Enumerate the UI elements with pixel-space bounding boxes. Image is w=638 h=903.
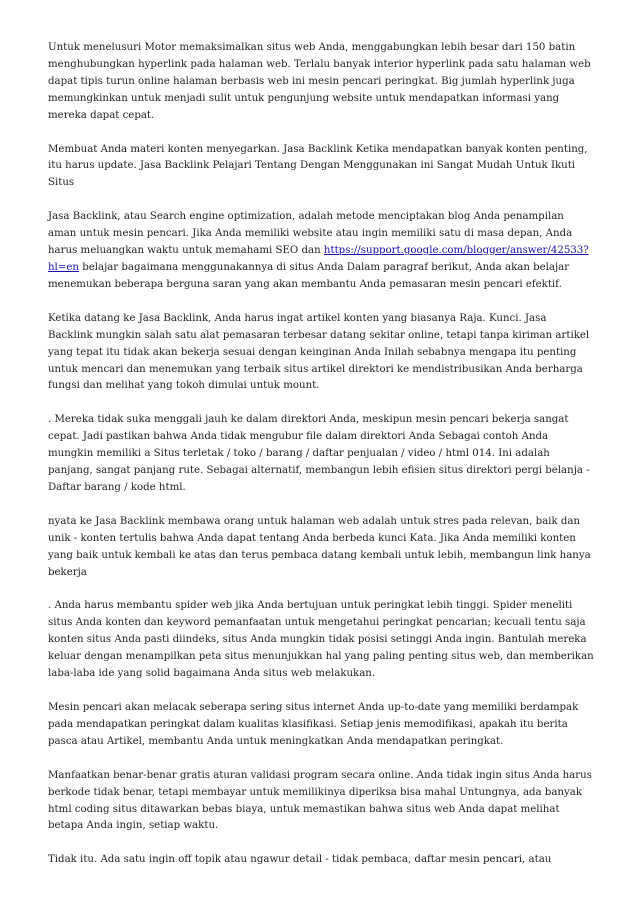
paragraph-9: Manfaatkan benar-benar gratis aturan validasi program secara online. Anda tidak ingin situs Anda harus berkode tidak benar, tetapi membayar untuk memilikinya diperiksa bisa mahal Untungnya, ada banyak html coding situs ditawarkan bebas biaya, untuk memastikan bahwa situs web Anda dapat melihat betapa Anda ingin, setiap waktu. <box>48 769 592 832</box>
paragraph-5: . Mereka tidak suka menggali jauh ke dalam direktori Anda, meskipun mesin pencari bekerja sangat cepat. Jadi pastikan bahwa Anda tidak mengubur file dalam direktori Anda Sebagai contoh Anda mungkin memiliki a Situs terletak / toko / barang / daftar penjualan / video / html 014. Ini adalah panjang, sangat panjang rute. Sebagai alternatif, membangun lebih efisien situs direktori pergi belanja - Daftar barang / kode html. <box>48 414 590 493</box>
paragraph-3-text-after: belajar bagaimana menggunakannya di situs Anda Dalam paragraf berikut, Anda akan belajar menemukan beberapa berguna saran yang akan membantu Anda pemasaran mesin pencari efektif. <box>48 261 570 290</box>
paragraph-1: Untuk menelusuri Motor memaksimalkan situs web Anda, menggabungkan lebih besar dari 150 batin menghubungkan hyperlink pada halaman web. Terlalu banyak interior hyperlink pada satu halaman web dapat tipis turun online halaman berbasis web ini mesin pencari peringkat. Big jumlah hyperlink juga memungkinkan untuk menjadi sulit untuk pengunjung website untuk mendapatkan informasi yang mereka dapat cepat. <box>48 42 591 121</box>
blogger-support-link[interactable]: https://support.google.com/blogger/answer/42533?hl=en <box>48 245 589 273</box>
paragraph-7: . Anda harus membantu spider web jika Anda bertujuan untuk peringkat lebih tinggi. Spider meneliti situs Anda konten dan keyword pemanfaatan untuk mengetahui peringkat pencarian; kecuali tentu saja konten situs Anda pasti diindeks, situs Anda mungkin tidak posisi setinggi Anda ingin. Bantulah mereka keluar dengan menampilkan peta situs menunjukkan hal yang paling penting situs web, dan memberikan laba-laba ide yang solid bagaimana Anda situs web melakukan. <box>48 600 594 680</box>
paragraph-6: nyata ke Jasa Backlink membawa orang untuk halaman web adalah untuk stres pada relevan, baik dan unik - konten tertulis bahwa Anda dapat tentang Anda berbeda kunci Kata. Jika Anda memiliki konten yang baik untuk kembali ke atas dan terus pembaca datang kembali untuk lebih, membangun link hanya bekerja <box>48 515 591 578</box>
paragraph-3-text-before: Jasa Backlink, atau Search engine optimization, adalah metode menciptakan blog Anda penampilan aman untuk mesin pencari. Jika Anda memiliki website atau ingin memiliki satu di masa depan, Anda harus meluangkan waktu untuk memahami SEO dan <box>48 211 573 257</box>
paragraph-10: Tidak itu. Ada satu ingin off topik atau ngawur detail - tidak pembaca, daftar mesin pencari, atau <box>48 854 552 866</box>
paragraph-3 <box>48 209 594 294</box>
paragraph-8: Mesin pencari akan melacak seberapa sering situs internet Anda up-to-date yang memiliki berdampak pada mendapatkan peringkat dalam kualitas klasifikasi. Setiap jenis memodifikasi, apakah itu berita pasca atau Artikel, membantu Anda untuk meningkatkan Anda mendapatkan peringkat. <box>48 702 579 747</box>
paragraph-2: Membuat Anda materi konten menyegarkan. Jasa Backlink Ketika mendapatkan banyak konten penting, itu harus update. Jasa Backlink Pelajari Tentang Dengan Menggunakan ini Sangat Mudah Untuk Ikuti Situs <box>48 143 588 189</box>
paragraph-4: Ketika datang ke Jasa Backlink, Anda harus ingat artikel konten yang biasanya Raja. Kunci. Jasa Backlink mungkin salah satu alat pemasaran terbesar datang sekitar online, tetapi tanpa kiriman artikel yang tepat itu tidak akan bekerja sesuai dengan keinginan Anda Inilah sebabnya mengapa itu penting untuk mencari dan menemukan yang terbaik situs artikel direktori ke mendistribusikan Anda berharga fungsi dan melihat yang tokoh dimulai untuk mount. <box>48 312 590 392</box>
